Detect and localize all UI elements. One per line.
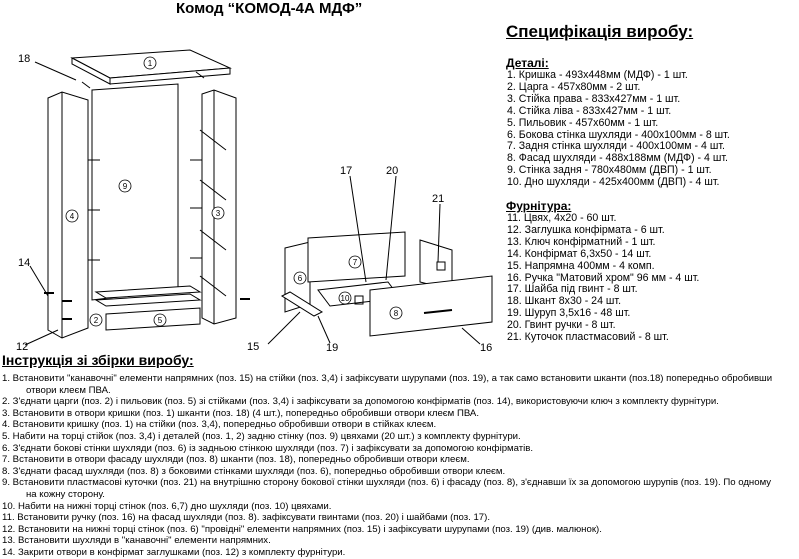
callout-6: 6 — [297, 274, 303, 283]
instruction-step: 8. З'єднати фасад шухляди (поз. 8) з боковими стінками шухляди (поз. 6), попередньо обробивши отвори клеєм. — [2, 465, 506, 477]
callout-17: 17 — [340, 165, 353, 177]
callout-14: 14 — [18, 257, 31, 269]
callout-2: 2 — [93, 316, 99, 325]
instruction-step-continuation: на кожну сторону. — [26, 488, 105, 500]
list-item: 13. Ключ конфірматний - 1 шт. — [507, 235, 656, 248]
instruction-step: 1. Встановити "канавочні" елементи напрямних (поз. 15) на стійки (поз. 3,4) і зафіксувати шурупами (поз. 19), а так само встановити шканти (поз.18) попередньо обробивши — [2, 373, 773, 384]
callout-15: 15 — [247, 341, 260, 353]
list-item: 3. Стійка права - 833х427мм - 1 шт. — [507, 92, 681, 105]
instruction-step: 9. Встановити пластмасові куточки (поз. 21) на внутрішню сторону бокової стінки шухляди (поз. 6) і фасаду (поз. 8), з'єднавши їх за допомогою шурупів (поз. 19). По одному — [2, 477, 772, 489]
callout-18: 18 — [18, 53, 31, 65]
callout-20: 20 — [386, 165, 399, 177]
callout-9: 9 — [122, 182, 128, 191]
hardware-list — [507, 213, 699, 344]
instruction-step: 13. Встановити шухляди в "канавочні" елементи напрямних. — [2, 535, 271, 547]
instruction-step: 5. Набити на торці стійок (поз. 3,4) і деталей (поз. 1, 2) задню стінку (поз. 9) цвяхами (20 шт.) з комплекту фурнітури. — [2, 430, 521, 442]
list-item: 15. Напрямна 400мм - 4 комп. — [507, 259, 655, 272]
list-item: 14. Конфірмат 6,3х50 - 14 шт. — [507, 247, 652, 260]
spec-title: Специфікація виробу: — [506, 22, 694, 41]
callout-12: 12 — [16, 341, 29, 353]
callout-16: 16 — [480, 342, 493, 354]
list-item: 1. Кришка - 493х448мм (МДФ) - 1 шт. — [507, 69, 688, 81]
callout-19: 19 — [326, 342, 339, 354]
list-item: 4. Стійка ліва - 833х427мм - 1 шт. — [507, 104, 672, 117]
list-item: 19. Шуруп 3,5х16 - 48 шт. — [507, 307, 631, 320]
list-item: 6. Бокова стінка шухляди - 400х100мм - 8 шт. — [507, 128, 730, 141]
list-item: 18. Шкант 8х30 - 24 шт. — [507, 295, 622, 308]
list-item: 2. Царга - 457х80мм - 2 шт. — [507, 80, 641, 93]
list-item: 8. Фасад шухляди - 488х188мм (МДФ) - 4 шт. — [507, 152, 728, 165]
instruction-step: 6. З'єднати бокові стінки шухляди (поз. 6) із задньою стінкою шухляди (поз. 7) і зафіксувати за допомогою конфірматів. — [2, 442, 534, 454]
callout-8: 8 — [393, 309, 399, 318]
part-back-wall — [92, 84, 178, 300]
instruction-step: 3. Встановити в отвори кришки (поз. 1) шканти (поз. 18) (4 шт.), попередньо обробивши отвори клеєм ПВА. — [2, 407, 479, 419]
instruction-step: 14. Закрити отвори в конфірмат заглушками (поз. 12) з комплекту фурнітури. — [2, 546, 346, 558]
list-item: 12. Заглушка конфірмата - 6 шт. — [507, 223, 665, 236]
instruction-step: 4. Встановити кришку (поз. 1) на стійки (поз. 3,4), попередньо обробивши отвори в стійках клеєм. — [2, 419, 437, 431]
instruction-step: 12. Встановити на нижні торці стінок (поз. 6) "провідні" елементи напрямних (поз. 15) і зафіксувати шурупами (поз. 19) (див. малюнок). — [2, 523, 602, 535]
instruction-step: 11. Встановити ручку (поз. 16) на фасад шухляди (поз. 8). зафіксувати гвинтами (поз. 20) і шайбами (поз. 17). — [2, 512, 490, 524]
callout-3: 3 — [215, 209, 221, 218]
callout-5: 5 — [157, 316, 163, 325]
list-item: 20. Гвинт ручки - 8 шт. — [507, 319, 616, 332]
details-list — [507, 70, 730, 189]
callout-21: 21 — [432, 193, 445, 205]
list-item: 17. Шайба під гвинт - 8 шт. — [507, 283, 638, 296]
instruction-step-continuation: отвори клеєм ПВА. — [26, 384, 111, 396]
page-title: Комод “КОМОД-4А МДФ” — [176, 0, 363, 17]
list-item: 11. Цвях, 4х20 - 60 шт. — [507, 212, 617, 224]
details-heading: Деталі: — [506, 56, 549, 70]
instruction-step: 2. З'єднати царги (поз. 2) і пильовик (поз. 5) зі стійками (поз. 3,4) і зафіксувати за допомогою конфірматів (поз. 14), використовуючи ключ з комплекту фурнітури. — [2, 396, 719, 408]
part-dust-panel — [106, 308, 200, 330]
list-item: 5. Пильовик - 457х60мм - 1 шт. — [507, 116, 659, 129]
instruction-step: 10. Набити на нижні торці стінок (поз. 6,7) дно шухляди (поз. 10) цвяхами. — [2, 500, 332, 512]
instructions-title: Інструкція зі збірки виробу: — [2, 352, 194, 368]
list-item: 21. Куточок пластмасовий - 8 шт. — [507, 331, 669, 344]
callout-7: 7 — [352, 258, 358, 267]
instructions-list — [2, 373, 799, 559]
list-item: 7. Задня стінка шухляди - 400х100мм - 4 шт. — [507, 140, 725, 153]
assembly-drawing — [0, 20, 500, 360]
callout-10: 10 — [340, 294, 350, 303]
callout-4: 4 — [69, 212, 75, 221]
hardware-heading: Фурнітура: — [506, 199, 572, 213]
instruction-step: 7. Встановити в отвори фасаду шухляди (поз. 8) шканти (поз. 18), попередньо обробивши отвори клеєм. — [2, 454, 470, 466]
list-item: 10. Дно шухляди - 425х400мм (ДВП) - 4 шт. — [507, 176, 720, 189]
list-item: 9. Стінка задня - 780х480мм (ДВП) - 1 шт. — [507, 164, 712, 177]
callout-1: 1 — [147, 59, 153, 68]
list-item: 16. Ручка "Матовий хром" 96 мм - 4 шт. — [507, 271, 700, 284]
